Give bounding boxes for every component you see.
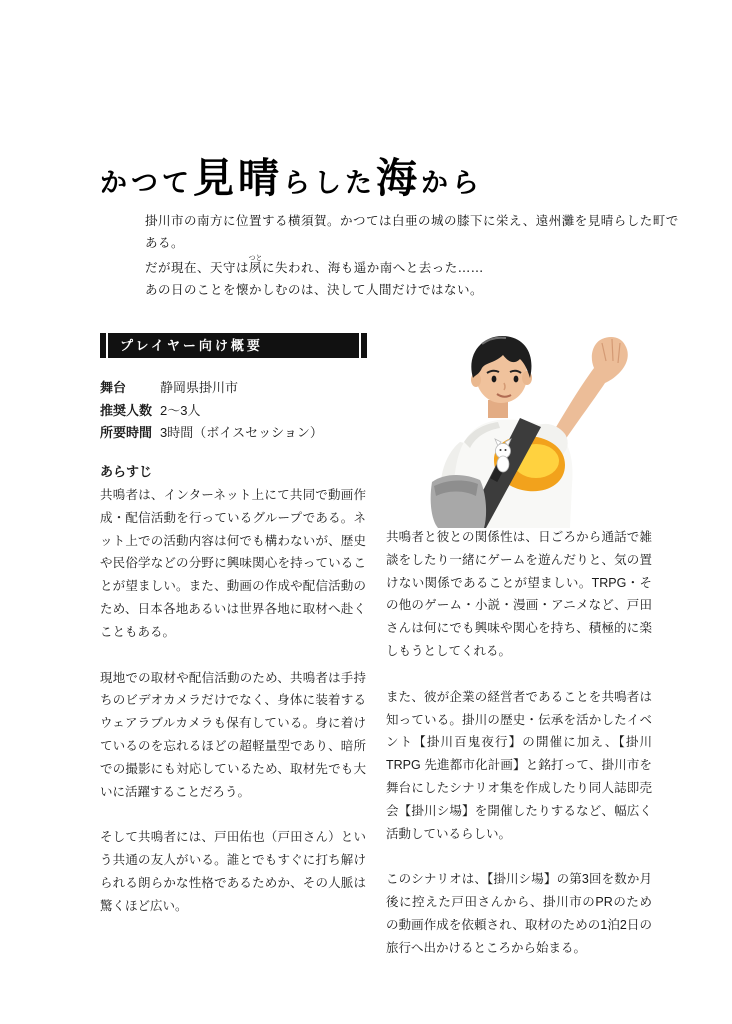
relationship-paragraph-1: 共鳴者と彼との関係性は、日ごろから通話で雑談をしたり一緒にゲームを遊んだりと、気の置けない関係であることが望ましい。TRPG・その他のゲーム・小説・漫画・アニメなど、戸田さんは何にでも興味や関心を持ち、積極的に楽しもうとしてくれる。	[386, 530, 652, 658]
character-illustration	[424, 330, 666, 528]
title-segment: 海	[376, 154, 421, 203]
section-header-player-overview: プレイヤー向け概要	[100, 333, 367, 358]
right-column	[386, 526, 652, 983]
left-column	[100, 484, 366, 941]
synopsis-paragraph-1: 共鳴者は、インターネット上にて共同で動画作成・配信活動を行っているグループである。ネット上での活動内容は何でも構わないが、歴史や民俗学などの分野に興味関心を持っていることが望ましい。また、動画の作成や配信活動のため、日本各地あるいは世界各地に取材へ赴くこともある。	[100, 488, 366, 639]
ruby-annotation: 夙つと	[248, 254, 263, 275]
intro-paragraph	[145, 210, 685, 301]
waving-man-graphic	[424, 330, 666, 528]
scenario-info-table	[100, 377, 390, 445]
page-title	[100, 145, 483, 204]
info-label-duration: 所要時間	[100, 425, 153, 440]
synopsis-paragraph-2: 現地での取材や配信活動のため、共鳴者は手持ちのビデオカメラだけでなく、身体に装着するウェアラブルカメラも保有している。身に着けているのを忘れるほどの超軽量型であり、暗所での撮影にも対応しているため、取材先でも大いに活躍することだろう。	[100, 670, 366, 799]
info-row-players	[100, 400, 390, 423]
info-value-players: 2～3人	[160, 402, 201, 418]
relationship-paragraph-3: このシナリオは、【掛川シ場】の第3回を数か月後に控えた戸田さんから、掛川市のPRのための動画作成を依頼され、取材のための1泊2日の旅行へ出かけるところから始まる。	[386, 872, 652, 955]
info-row-stage	[100, 377, 390, 400]
info-label-stage: 舞台	[100, 380, 127, 395]
title-segment: 見晴	[193, 154, 283, 203]
synopsis-paragraph-3: そして共鳴者には、戸田佑也（戸田さん）という共通の友人がいる。誰とでもすぐに打ち解けられる朗らかな性格であるためか、その人脈は驚くほど広い。	[100, 830, 366, 913]
info-value-duration: 3時間（ボイスセッション）	[160, 425, 323, 440]
info-label-players: 推奨人数	[100, 402, 153, 418]
info-row-duration	[100, 422, 390, 445]
info-value-stage: 静岡県掛川市	[160, 380, 239, 395]
intro-line-1: 掛川市の南方に位置する横須賀。かつては白亜の城の膝下に栄え、遠州灘を見晴らした町である。	[145, 213, 679, 250]
title-segment: から	[421, 168, 483, 200]
intro-line-3: あの日のことを懐かしむのは、決して人間だけではない。	[145, 282, 484, 297]
title-segment: らした	[283, 168, 376, 200]
synopsis-heading: あらすじ	[100, 464, 153, 479]
relationship-paragraph-2: また、彼が企業の経営者であることを共鳴者は知っている。掛川の歴史・伝承を活かしたイベント【掛川百鬼夜行】の開催に加え、【掛川TRPG 先進都市化計画】と銘打って、掛川市を舞台にしたシナリオ集を作成したり同人誌即売会【掛川シ場】を開催したりするなど、幅広く活動しているらしい。	[386, 689, 652, 841]
title-segment: かつて	[100, 168, 193, 200]
intro-line-2: だが現在、天守は夙つとに失われ、海も遥か南へと去った……	[145, 254, 484, 275]
